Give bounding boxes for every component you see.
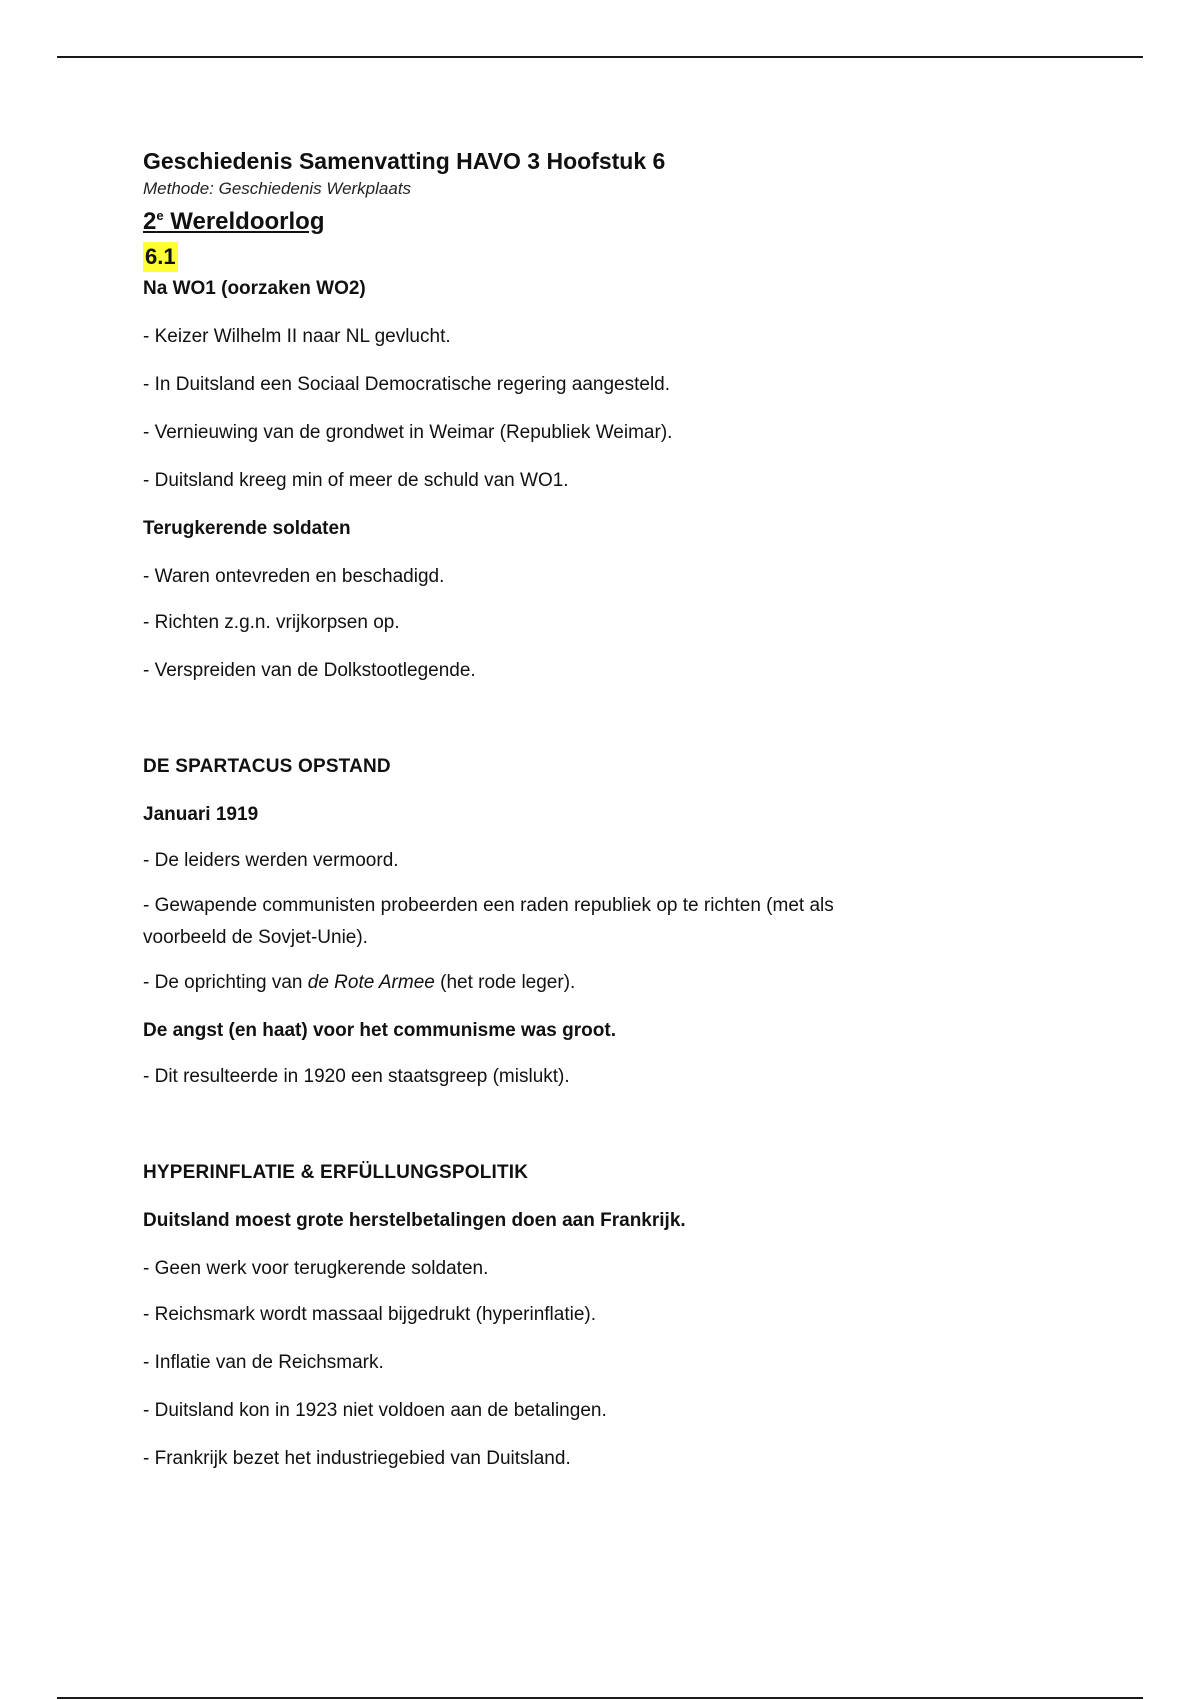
list-item-suffix: (het rode leger).	[434, 972, 576, 993]
war-heading-text: Wereldoorlog	[163, 208, 325, 235]
war-heading-superscript: e	[156, 208, 164, 223]
list-item-line: - Gewapende communisten probeerden een raden republiek op te richten (met als	[143, 895, 834, 916]
heading-after-wo1: Na WO1 (oorzaken WO2)	[143, 278, 366, 299]
method-subtitle: Methode: Geschiedenis Werkplaats	[143, 179, 412, 198]
document-title: Geschiedenis Samenvatting HAVO 3 Hoofstuk 6	[143, 148, 666, 174]
document-body	[143, 146, 1043, 1472]
list-item-prefix: - De oprichting van	[143, 972, 308, 993]
list-item: - Waren ontevreden en beschadigd.	[143, 566, 445, 587]
list-item: - Reichsmark wordt massaal bijgedrukt (hyperinflatie).	[143, 1304, 596, 1325]
bottom-rule	[57, 1697, 1143, 1699]
list-item: - Duitsland kreeg min of meer de schuld van WO1.	[143, 470, 569, 491]
list-item: - Richten z.g.n. vrijkorpsen op.	[143, 612, 400, 633]
list-item: - Keizer Wilhelm II naar NL gevlucht.	[143, 326, 451, 347]
section-number-highlight: 6.1	[143, 242, 178, 272]
heading-hyperinflation: HYPERINFLATIE & ERFÜLLUNGSPOLITIK	[143, 1162, 529, 1183]
date-january-1919: Januari 1919	[143, 804, 259, 825]
list-item: - Dit resulteerde in 1920 een staatsgreep (mislukt).	[143, 1066, 570, 1087]
list-item: - In Duitsland een Sociaal Democratische regering aangesteld.	[143, 374, 671, 395]
war-heading-number: 2	[143, 208, 157, 235]
top-rule	[57, 56, 1143, 58]
list-item: - De leiders werden vermoord.	[143, 850, 399, 871]
list-item	[143, 970, 1043, 996]
list-item: - Duitsland kon in 1923 niet voldoen aan de betalingen.	[143, 1400, 607, 1421]
fear-of-communism: De angst (en haat) voor het communisme was groot.	[143, 1020, 616, 1041]
list-item-wrapped	[143, 890, 1043, 954]
rote-armee-italic: de Rote Armee	[307, 972, 435, 993]
list-item: - Inflatie van de Reichsmark.	[143, 1352, 384, 1373]
list-item-line: voorbeeld de Sovjet-Unie).	[143, 927, 368, 948]
list-item: - Verspreiden van de Dolkstootlegende.	[143, 660, 476, 681]
heading-spartacus-uprising: DE SPARTACUS OPSTAND	[143, 756, 391, 777]
heading-returning-soldiers: Terugkerende soldaten	[143, 518, 351, 539]
list-item: - Frankrijk bezet het industriegebied van Duitsland.	[143, 1448, 571, 1469]
list-item: - Geen werk voor terugkerende soldaten.	[143, 1258, 489, 1279]
reparations-subheading: Duitsland moest grote herstelbetalingen doen aan Frankrijk.	[143, 1210, 686, 1231]
list-item: - Vernieuwing van de grondwet in Weimar (Republiek Weimar).	[143, 422, 673, 443]
war-heading	[143, 206, 1043, 238]
